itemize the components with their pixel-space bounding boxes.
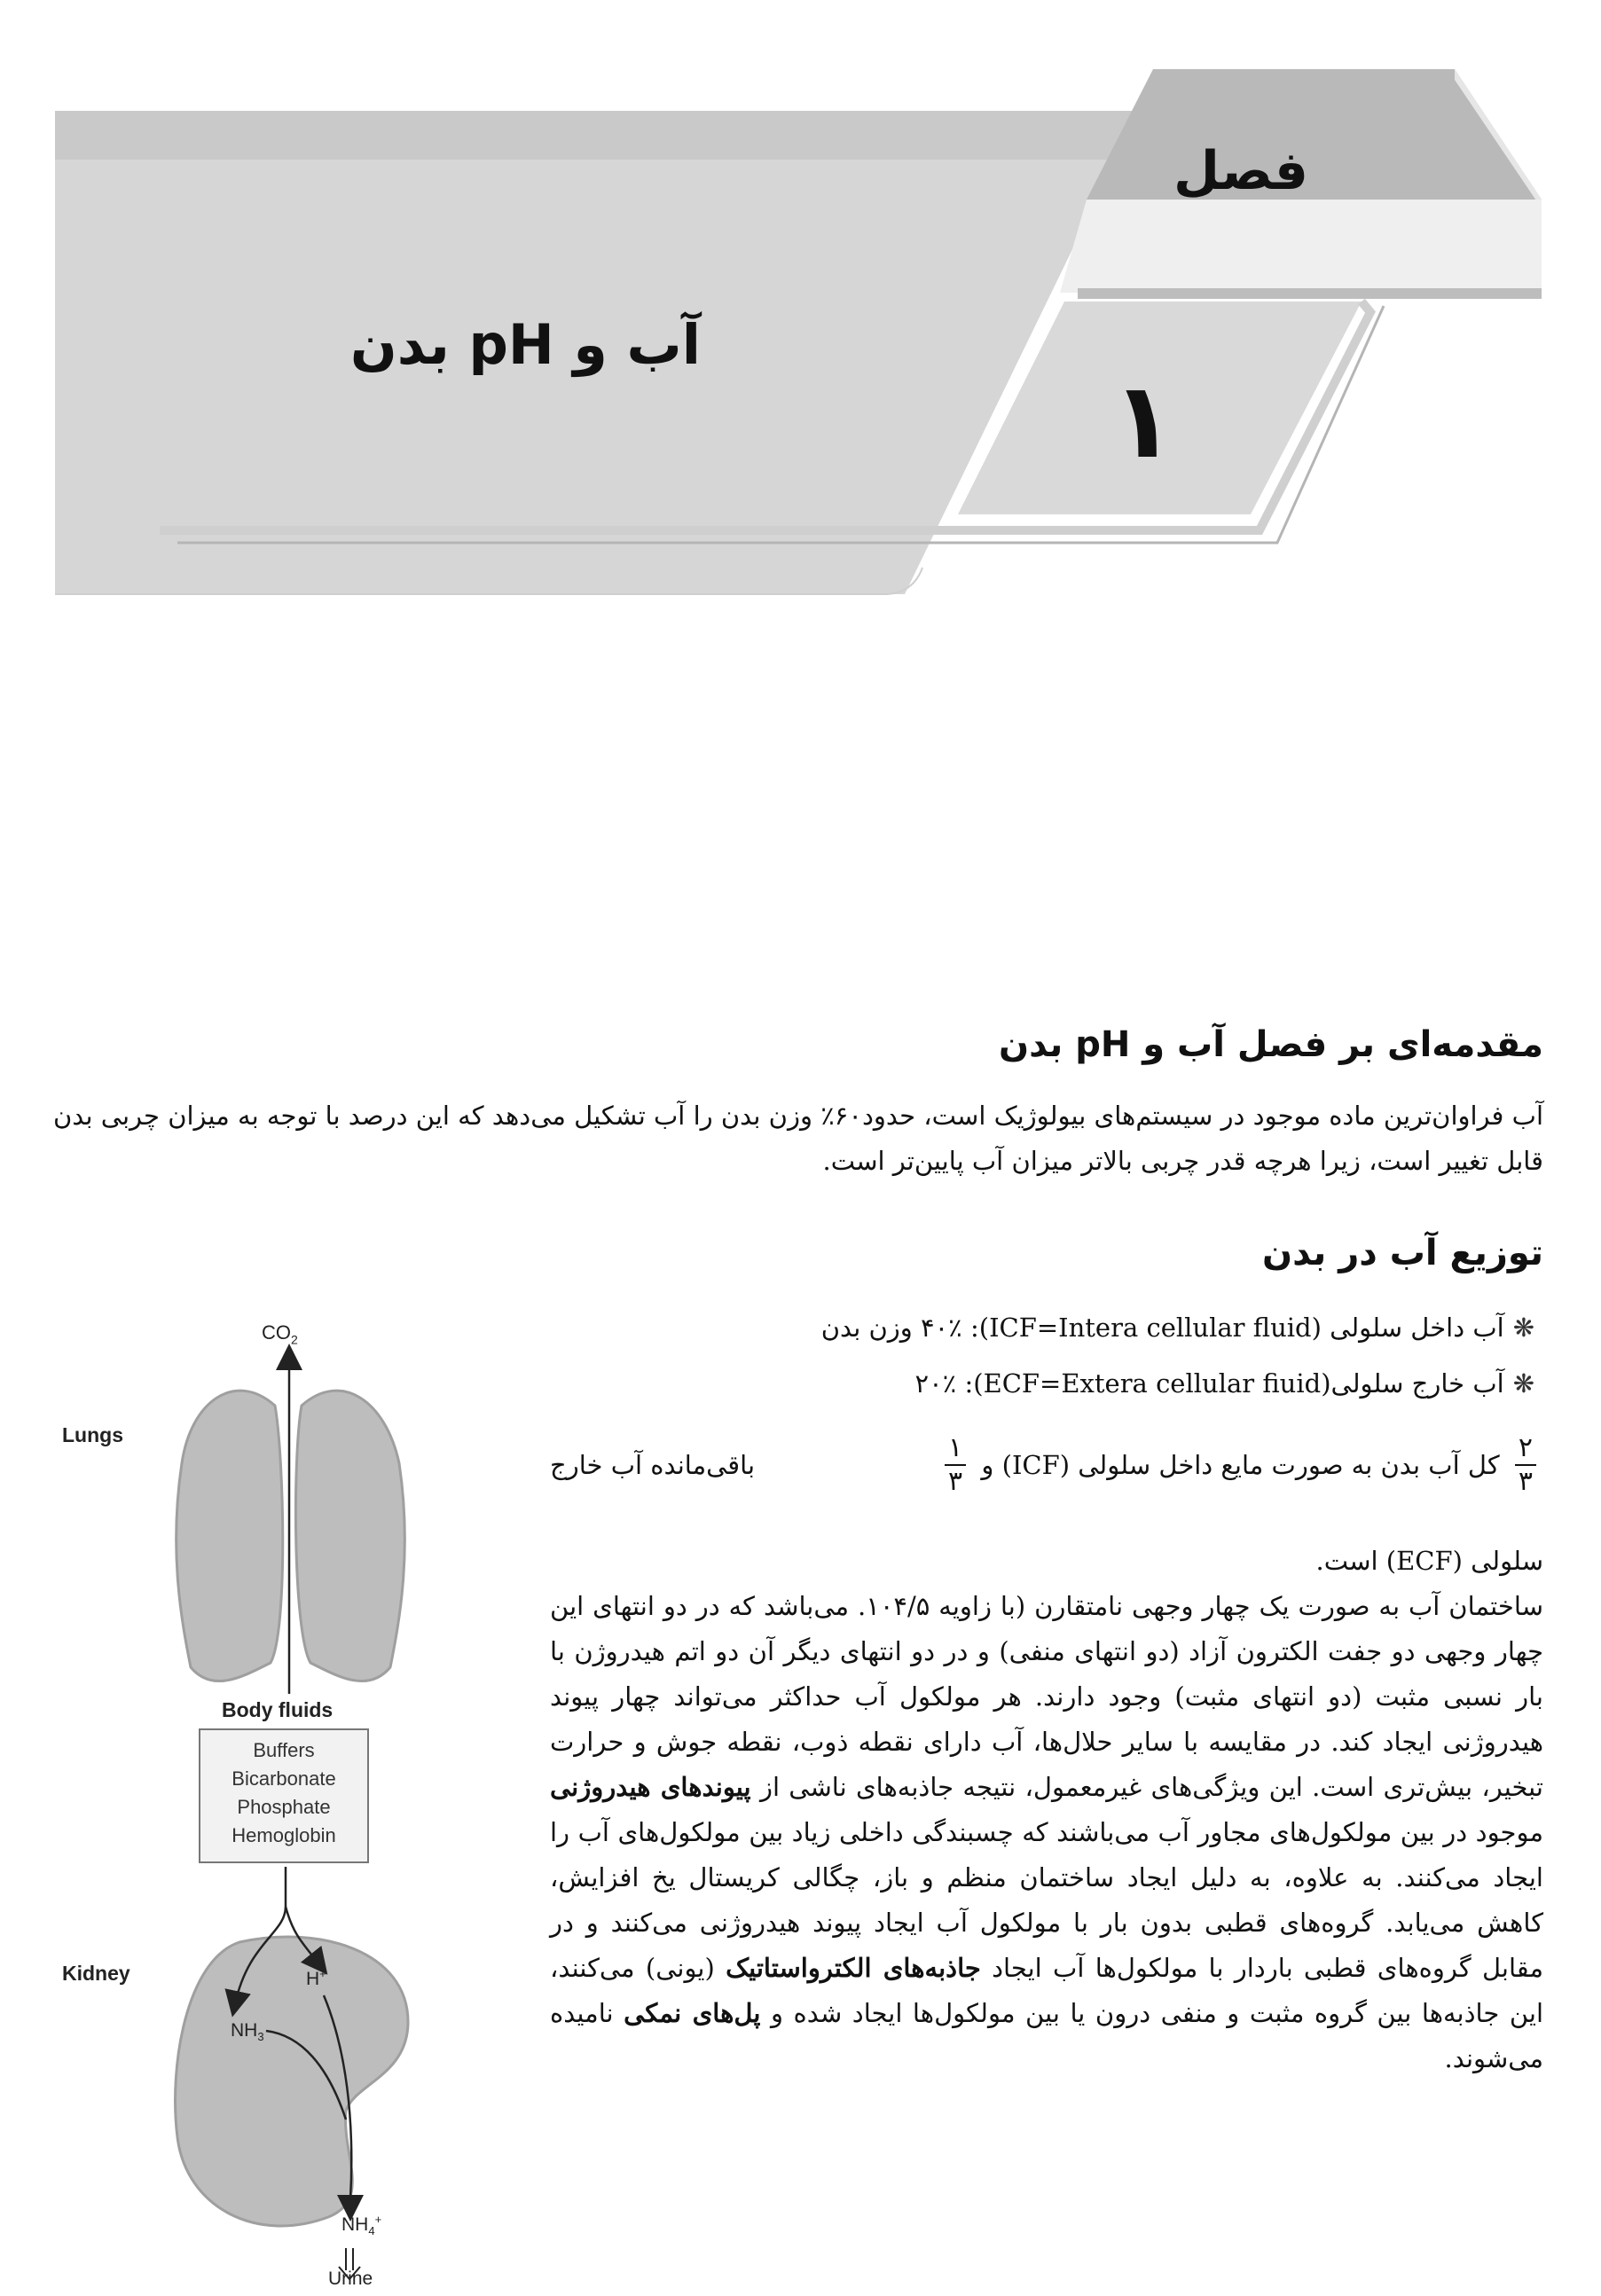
fraction-two-thirds (1515, 1432, 1536, 1498)
keyword-salt-bridges: پل‌های نمکی (624, 1998, 761, 2028)
urine-label: Urine (328, 2269, 373, 2289)
buffers-item: Bicarbonate (232, 1767, 336, 1790)
left-lung-shape (177, 1391, 283, 1681)
structure-text-1: ساختمان آب به صورت یک چهار وجهی نامتقارن (با زاویه ۱۰۴/۵. می‌باشد که در دو انتهای این چهار وجهی دو جفت الکترون آزاد (دو انتهای منفی) و در دو انتهای دیگر آن دو اتم هیدروژن با بار نسبی مثبت (دو انتهای مثبت) وجود دارند. هر مولکول آب حداکثر می‌تواند چهار پیوند هیدروژنی ایجاد کند. در مقایسه با سایر حلال‌ها، آب دارای نقطه ذوب، نقطه جوش و حرارت تبخیر، بیش‌تری است. این ویژگی‌های غیرمعمول، نتیجه جاذبه‌های ناشی از (550, 1591, 1544, 1802)
kidney-label: Kidney (62, 1962, 130, 1985)
body-fluids-label: Body fluids (222, 1698, 334, 1721)
fraction-text-a: کل آب بدن به صورت مایع داخل سلولی (ICF) و (981, 1450, 1500, 1480)
fraction-denominator: ۳ (1518, 1466, 1533, 1497)
bullet-icf-text: آب داخل سلولی (ICF=Intera cellular fluid): ۴۰٪ وزن بدن (820, 1313, 1504, 1343)
chapter-number: ۱ (1110, 359, 1175, 482)
chapter-label: فصل (1173, 140, 1308, 202)
fraction-text-b: باقی‌مانده آب خارج (550, 1450, 756, 1480)
intro-paragraph: آب فراوان‌ترین ماده موجود در سیستم‌های بیولوژیک است، حدود۶۰٪ وزن بدن را آب تشکیل می‌دهد که این درصد با توجه به میزان چربی بدن قابل تغییر است، زیرا هرچه قدر چربی بالاتر میزان آب پایین‌تر است. (53, 1101, 1544, 1176)
structure-text-4: نامیده می‌شوند. (550, 1998, 1543, 2073)
h-ion-label: H+ (306, 1967, 326, 1989)
lungs-label: Lungs (62, 1423, 123, 1446)
right-lung-shape (295, 1391, 404, 1681)
bullet-icf (821, 1313, 1534, 1343)
kidney-shape (176, 1937, 408, 2226)
bullet-star-icon: ❋ (1512, 1313, 1534, 1343)
chapter-title: آب و pH بدن (349, 312, 701, 377)
intro-heading: مقدمه‌ای بر فصل آب و pH بدن (999, 1024, 1543, 1065)
fraction-one-third (945, 1432, 966, 1498)
buffers-list (200, 1736, 368, 1850)
fraction-denominator: ۳ (948, 1466, 963, 1497)
lungs-kidney-figure (35, 1321, 497, 2292)
bullet-ecf (915, 1368, 1534, 1399)
nh4-label: $NH_4^+$ (341, 2213, 382, 2238)
buffers-item: Hemoglobin (232, 1824, 336, 1846)
fraction-numerator: ۲ (1515, 1432, 1536, 1466)
fraction-text-c: سلولی (ECF) است. (1315, 1546, 1543, 1576)
bullet-star-icon: ❋ (1512, 1368, 1534, 1399)
bullet-ecf-text: آب خارج سلولی(ECF=Extera cellular fiuid): ۲۰٪ (914, 1368, 1504, 1399)
chapter-banner (0, 0, 1601, 621)
buffers-item: Buffers (253, 1739, 315, 1761)
buffers-item: Phosphate (237, 1796, 331, 1818)
distribution-heading: توزیع آب در بدن (1262, 1233, 1543, 1273)
fraction-sentence (550, 1432, 1543, 1530)
co2-label: $CO_2$ (262, 1321, 298, 1347)
structure-paragraph (550, 1539, 1543, 2081)
structure-text-3: (یونی) می‌کنند، این جاذبه‌ها بین گروه مثبت و منفی درون یا بین مولکول‌ها ایجاد شده و (550, 1953, 1544, 2028)
banner-graphic (0, 0, 1601, 621)
keyword-electrostatic: جاذبه‌های الکترواستاتیک (726, 1953, 981, 1983)
structure-text-2: موجود در بین مولکول‌های مجاور آب می‌باشند که چسبندگی داخلی زیاد بین مولکول‌های آب را ایجاد می‌کنند. به علاوه، به دلیل ایجاد ساختمان منظم و باز، چگالی کریستال یخ افزایش، کاهش می‌یابد. گروه‌های قطبی بدون بار با مولکول آب ایجاد پیوند هیدروژنی می‌کنند و در مقابل گروه‌های قطبی باردار با مولکول‌ها آب ایجاد (550, 1817, 1544, 1983)
fraction-numerator: ۱ (945, 1432, 966, 1466)
keyword-hydrogen-bonds: پیوندهای هیدروژنی (550, 1772, 751, 1802)
nh3-label: $NH_3$ (231, 2020, 264, 2044)
